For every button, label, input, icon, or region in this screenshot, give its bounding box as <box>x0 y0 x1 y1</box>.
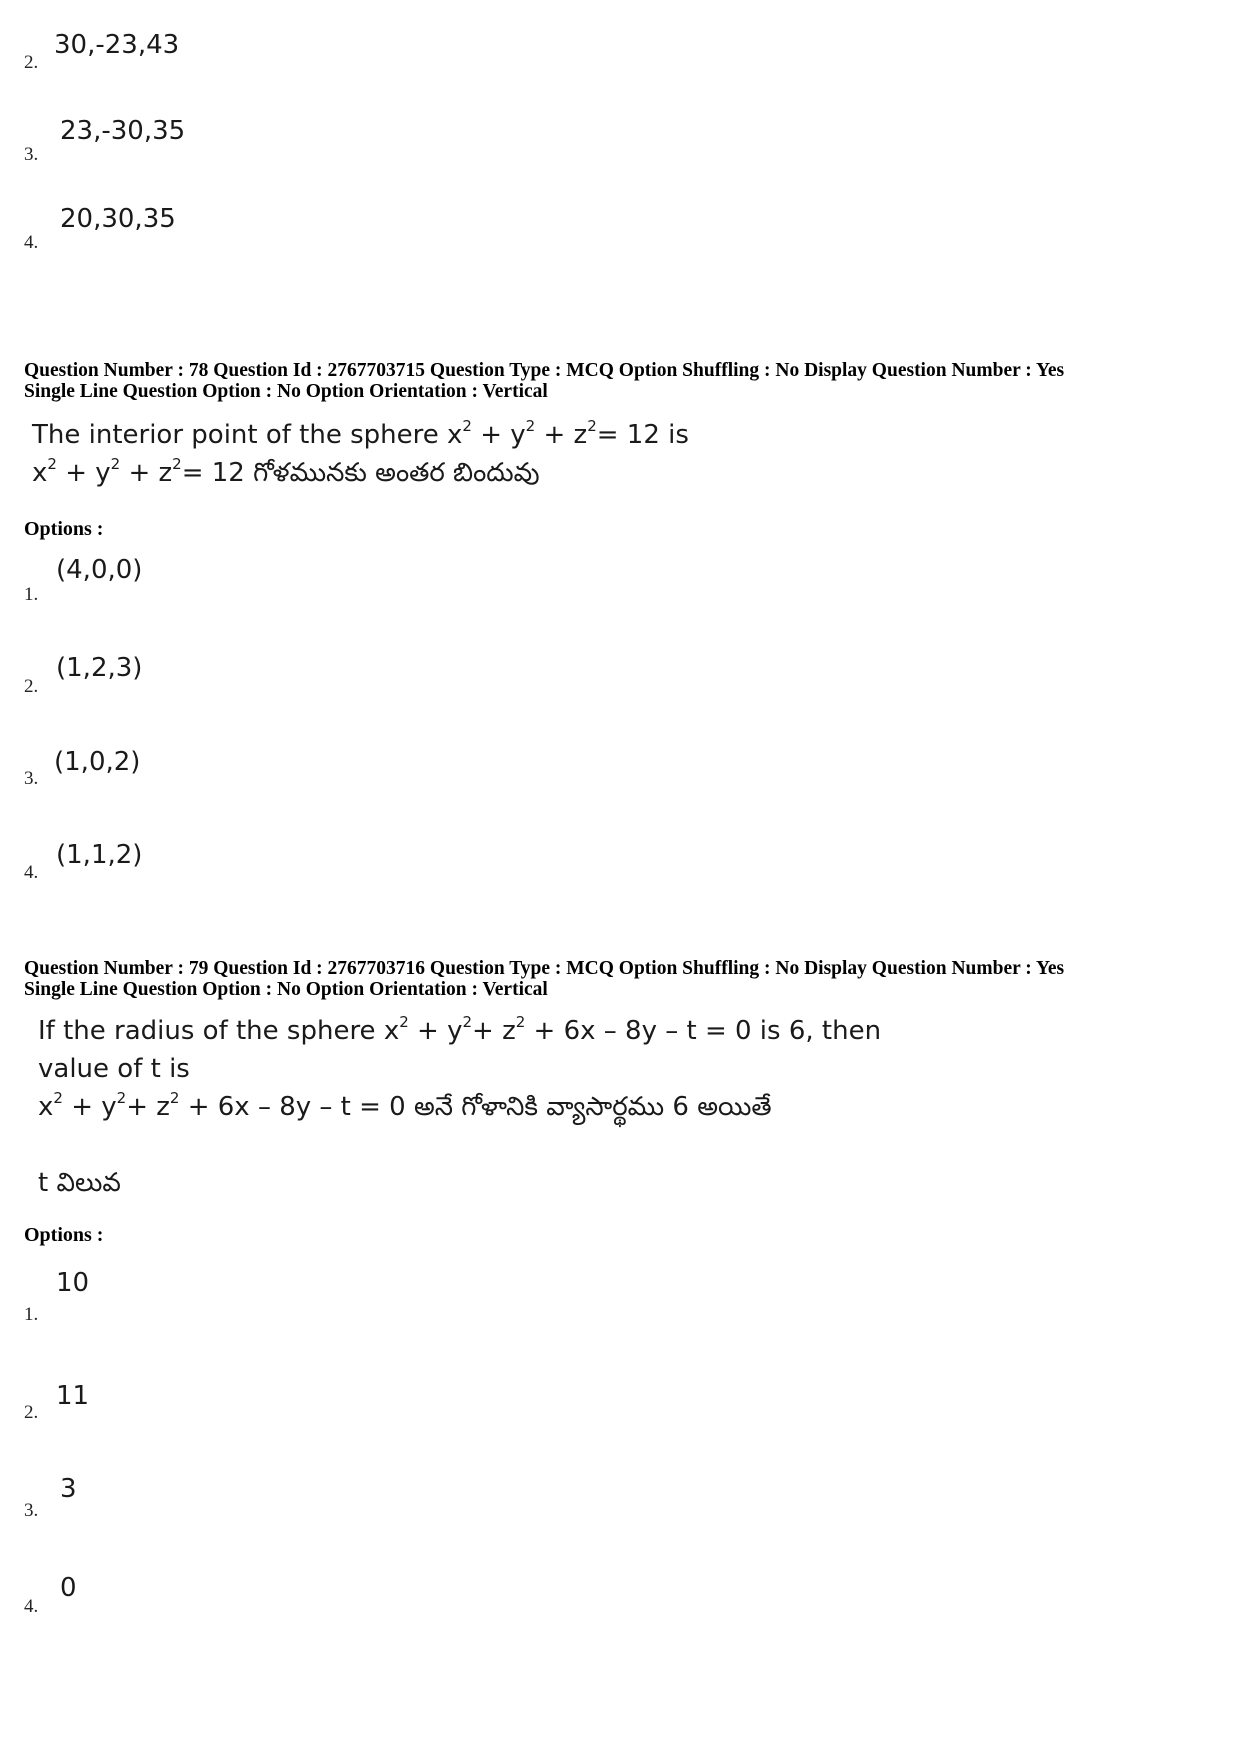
option-number: 3. <box>24 768 39 789</box>
option-number: 4. <box>24 862 39 883</box>
question-text-en: The interior point of the sphere $x^2 + y^2 + z^2= 12$ is <box>32 417 689 450</box>
option-text: 10 <box>56 1268 90 1298</box>
option-number: 4. <box>24 1596 39 1617</box>
option-text: (4,0,0) <box>56 555 143 585</box>
option-text: (1,0,2) <box>54 747 141 777</box>
option-number: 1. <box>24 584 39 605</box>
option-number: 3. <box>24 1500 39 1521</box>
question-text-te-line2: t విలువ <box>38 1168 121 1198</box>
question-text-en-line2: value of t is <box>38 1054 190 1084</box>
option-number: 2. <box>24 52 39 73</box>
option-text: 0 <box>60 1573 77 1603</box>
option-text: (1,1,2) <box>56 840 143 870</box>
option-text: 11 <box>56 1381 90 1411</box>
question-meta-line1: Question Number : 78 Question Id : 2767703715 Question Type : MCQ Option Shuffling : No Display Question Number : Yes <box>24 360 1065 381</box>
option-number: 2. <box>24 1402 39 1423</box>
option-text: 30,-23,43 <box>54 30 180 60</box>
options-label: Options : <box>24 1224 104 1246</box>
question-meta-line2: Single Line Question Option : No Option Orientation : Vertical <box>24 381 548 402</box>
question-text-en-line1: If the radius of the sphere $x^2 + y^2+ z^2 + 6x - 8y - t = 0$ is 6, then <box>38 1013 882 1046</box>
option-text: (1,2,3) <box>56 653 143 683</box>
option-number: 2. <box>24 676 39 697</box>
option-text: 3 <box>60 1474 77 1504</box>
option-number: 4. <box>24 232 39 253</box>
option-text: 23,-30,35 <box>60 116 186 146</box>
option-number: 1. <box>24 1304 39 1325</box>
options-label: Options : <box>24 518 104 540</box>
question-text-te: $x^2 + y^2 + z^2= 12$ గోళమునకు అంతర బిందువు <box>32 455 540 488</box>
option-number: 3. <box>24 144 39 165</box>
option-text: 20,30,35 <box>60 204 176 234</box>
question-meta-line2: Single Line Question Option : No Option Orientation : Vertical <box>24 979 548 1000</box>
question-meta-line1: Question Number : 79 Question Id : 2767703716 Question Type : MCQ Option Shuffling : No Display Question Number : Yes <box>24 958 1065 979</box>
question-text-te-line1: $x^2 + y^2+ z^2 + 6x - 8y - t = 0$ అనే గోళానికి వ్యాసార్థము 6 అయితే <box>38 1089 772 1122</box>
